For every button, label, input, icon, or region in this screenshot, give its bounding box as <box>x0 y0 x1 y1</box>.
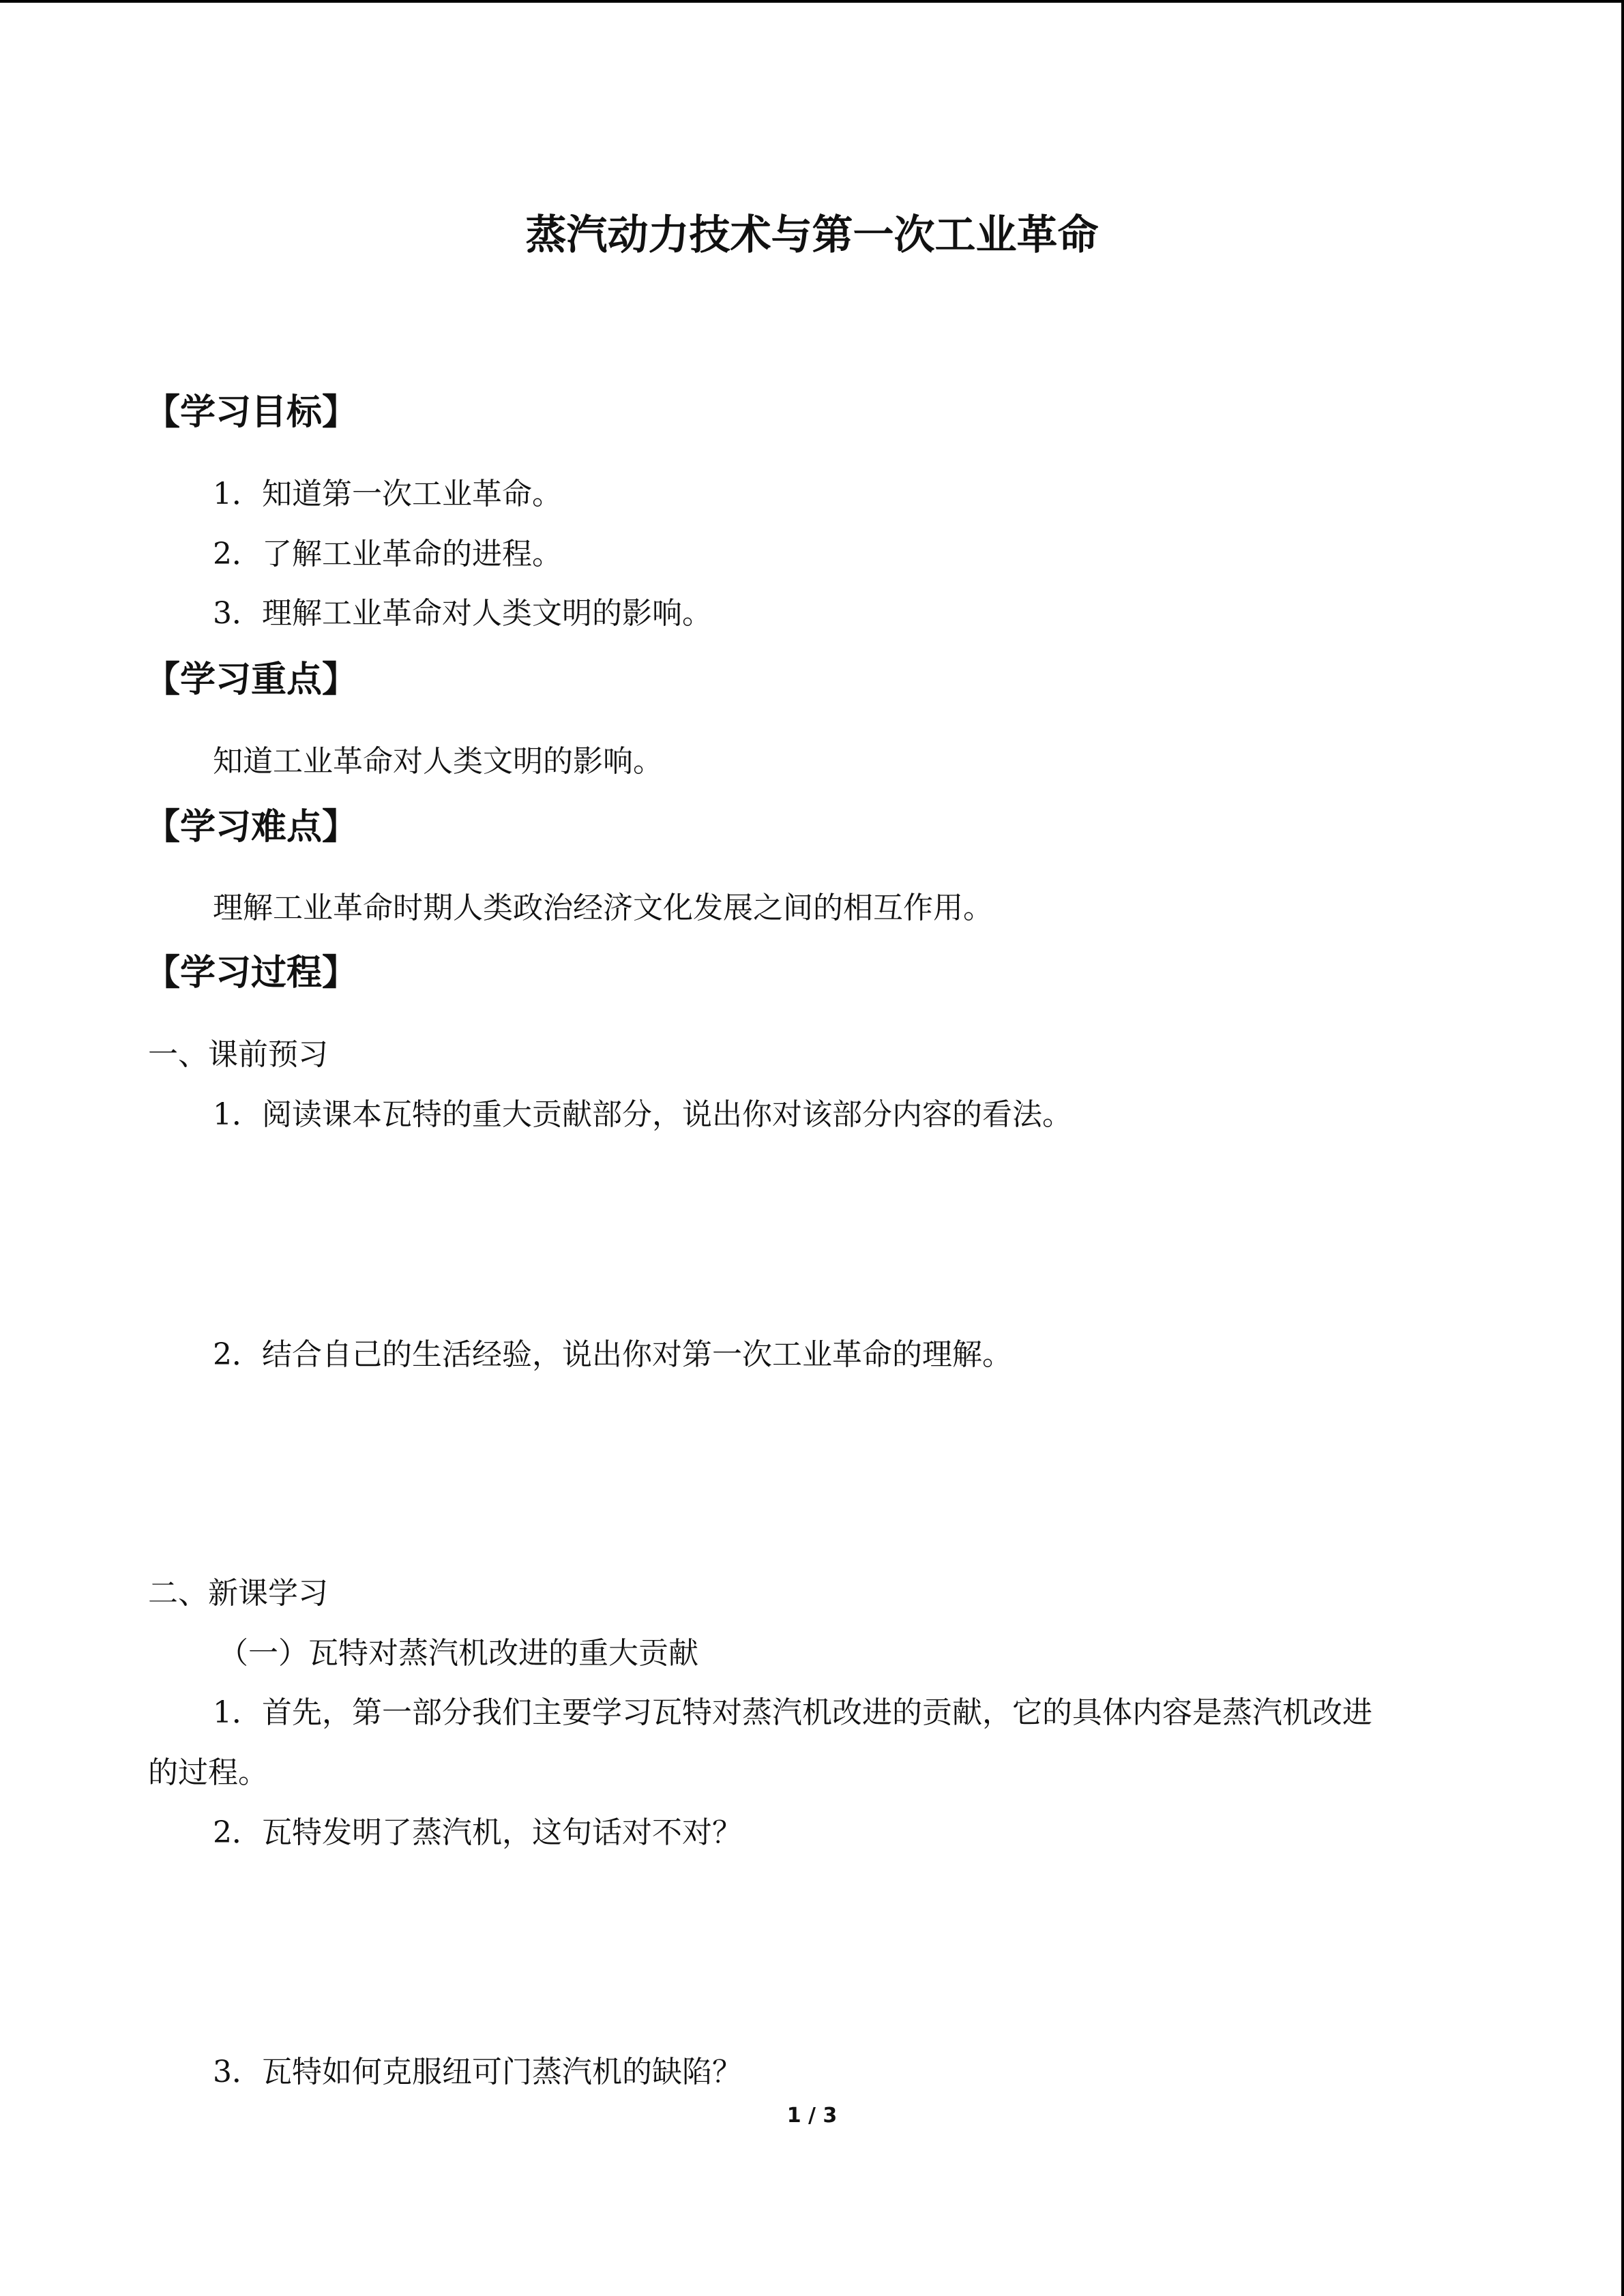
document-title: 蒸汽动力技术与第一次工业革命 <box>525 211 1099 259</box>
lesson-question-1-line-1: 1．首先，第一部分我们主要学习瓦特对蒸汽机改进的贡献，它的具体内容是蒸汽机改进 <box>213 1695 1372 1730</box>
key-points-heading: 【学习重点】 <box>145 659 358 700</box>
difficulties-text: 理解工业革命时期人类政治经济文化发展之间的相互作用。 <box>213 891 993 925</box>
lesson-question-3: 3．瓦特如何克服纽可门蒸汽机的缺陷？ <box>213 2055 742 2089</box>
page-border-top <box>0 0 1624 3</box>
process-heading: 【学习过程】 <box>145 953 358 994</box>
preview-section-label: 一、课前预习 <box>148 1037 328 1072</box>
objective-item-3: 3．理解工业革命对人类文明的影响。 <box>213 596 712 631</box>
key-points-text: 知道工业革命对人类文明的影响。 <box>213 744 663 779</box>
preview-question-2: 2．结合自己的生活经验，说出你对第一次工业革命的理解。 <box>213 1337 1012 1372</box>
page-number: 1 / 3 <box>786 2104 838 2128</box>
lesson-question-1-line-2: 的过程。 <box>148 1755 268 1790</box>
objectives-heading: 【学习目标】 <box>145 392 358 433</box>
page-border-right <box>1621 0 1624 2296</box>
subsection-title: （一）瓦特对蒸汽机改进的重大贡献 <box>218 1636 698 1671</box>
objective-item-2: 2．了解工业革命的进程。 <box>213 537 562 571</box>
lesson-question-2: 2．瓦特发明了蒸汽机，这句话对不对？ <box>213 1815 742 1850</box>
objective-item-1: 1．知道第一次工业革命。 <box>213 477 562 511</box>
preview-question-1: 1．阅读课本瓦特的重大贡献部分，说出你对该部分内容的看法。 <box>213 1097 1072 1132</box>
new-lesson-section-label: 二、新课学习 <box>148 1576 328 1611</box>
difficulties-heading: 【学习难点】 <box>145 807 358 848</box>
